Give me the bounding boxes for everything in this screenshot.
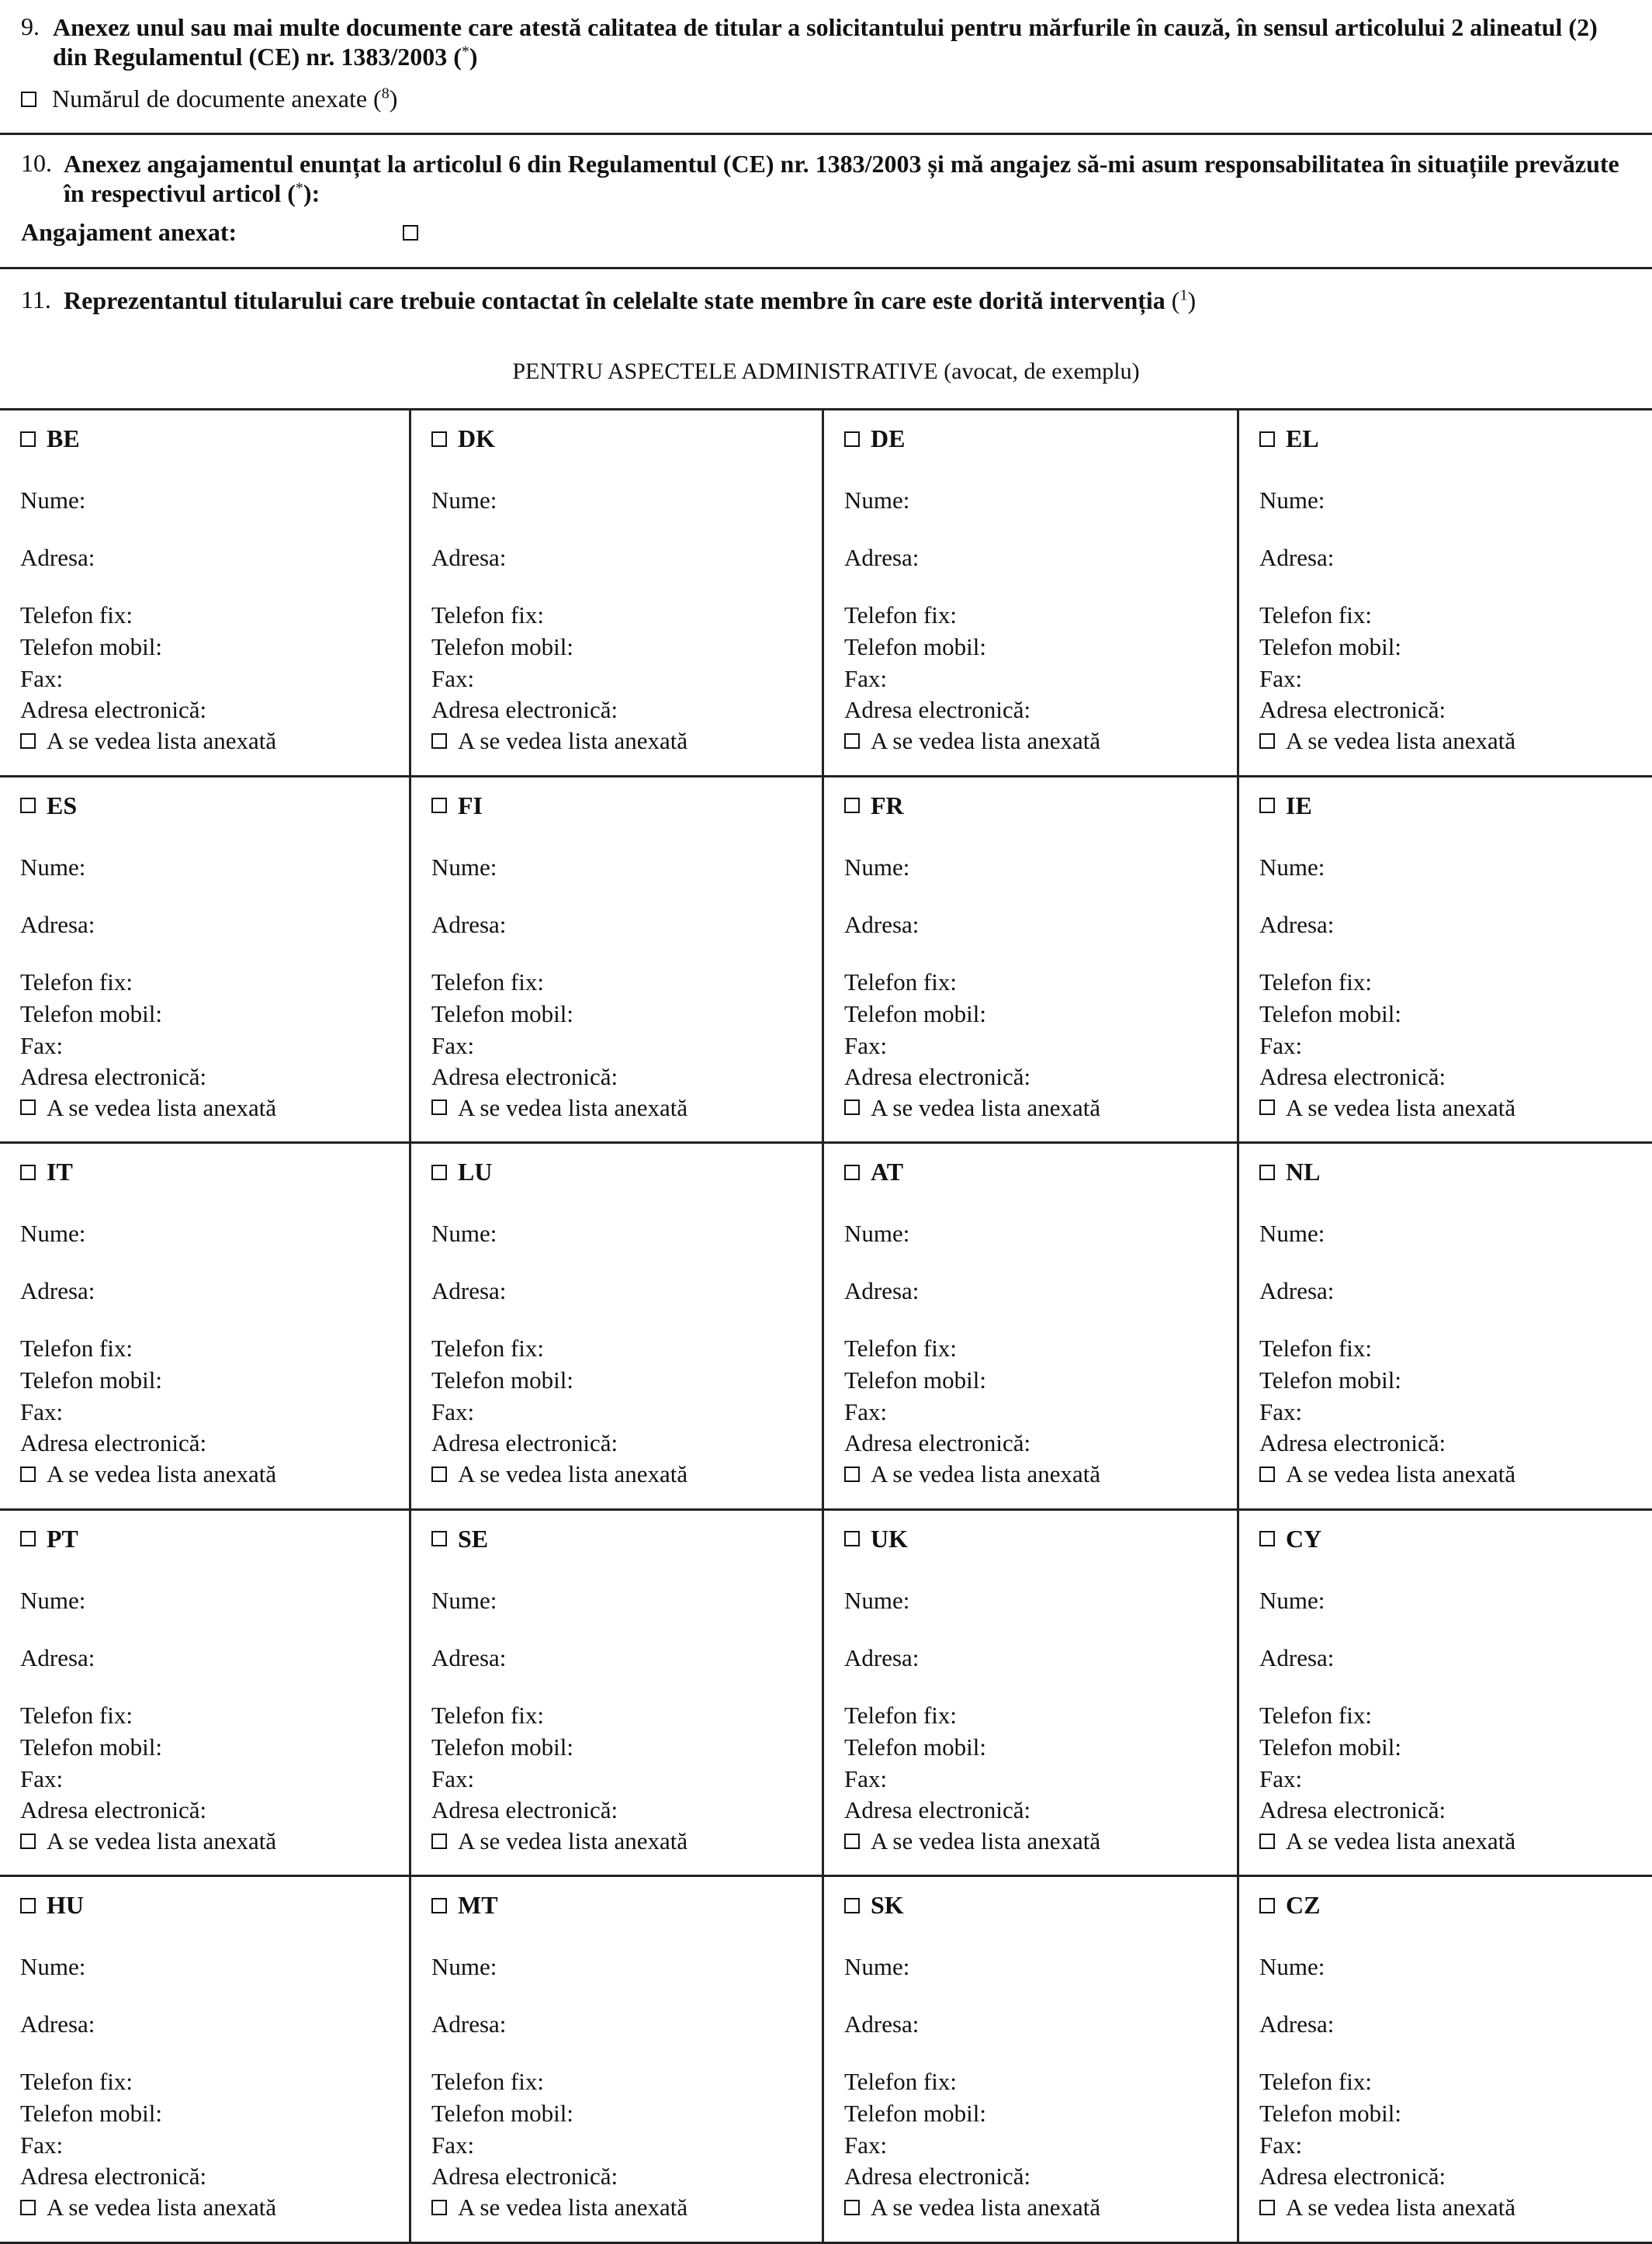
country-checkbox[interactable] [20, 798, 36, 813]
see-list-label: A se vedea lista anexată [47, 1460, 277, 1488]
country-checkbox[interactable] [844, 1531, 860, 1546]
field-mobile-label: Telefon mobil: [431, 999, 573, 1027]
field-fax-label: Fax: [844, 2131, 888, 2159]
country-code: ES [47, 791, 78, 819]
country-code: FR [871, 791, 904, 819]
field-address-label: Adresa: [1259, 1643, 1335, 1671]
country-checkbox[interactable] [1259, 1898, 1275, 1913]
country-header [431, 791, 483, 820]
country-code: DK [458, 424, 495, 452]
see-list-checkbox[interactable] [431, 1834, 447, 1849]
field-address-label: Adresa: [20, 1277, 95, 1305]
section-9-text-line1: Anexez unul sau mai multe documente care atestă calitatea de titular a solicitantului pentru mărfurile în cauză, în sensul articolului 2 alineatul (2) [53, 13, 1598, 41]
see-list-label: A se vedea lista anexată [1286, 727, 1516, 754]
see-list-label: A se vedea lista anexată [47, 1827, 277, 1854]
field-email-label: Adresa electronică: [20, 2163, 207, 2190]
field-mobile-label: Telefon mobil: [20, 1366, 162, 1394]
see-annexed-list [431, 727, 687, 755]
country-header [1259, 791, 1312, 820]
see-list-label: A se vedea lista anexată [458, 1093, 688, 1121]
country-cell-uk [824, 1511, 1239, 1878]
country-header [431, 1525, 488, 1553]
country-cell-it [0, 1144, 411, 1511]
country-code: IT [47, 1158, 73, 1186]
see-annexed-list [20, 2194, 276, 2221]
field-fax-label: Fax: [20, 1398, 64, 1426]
section-10-text-line2: în respectivul articol ( [64, 179, 296, 207]
country-code: LU [458, 1158, 493, 1186]
field-phone-label: Telefon fix: [20, 2068, 133, 2096]
country-checkbox[interactable] [431, 798, 447, 813]
field-email-label: Adresa electronică: [431, 1062, 618, 1090]
see-list-label: A se vedea lista anexată [458, 2194, 688, 2221]
field-email-label: Adresa electronică: [20, 1796, 207, 1823]
country-header [844, 424, 905, 453]
field-mobile-label: Telefon mobil: [431, 1733, 573, 1761]
field-address-label: Adresa: [20, 2010, 95, 2038]
country-checkbox[interactable] [844, 798, 860, 813]
see-annexed-list [20, 727, 276, 755]
field-address-label: Adresa: [431, 2010, 507, 2038]
country-cell-mt [411, 1877, 824, 2244]
field-mobile-label: Telefon mobil: [844, 999, 986, 1027]
divider-1 [0, 133, 1652, 135]
field-address-label: Adresa: [431, 910, 507, 938]
country-header [20, 424, 80, 453]
country-code: HU [47, 1891, 84, 1920]
country-code: NL [1286, 1158, 1321, 1186]
field-phone-label: Telefon fix: [1259, 2068, 1373, 2096]
see-list-checkbox[interactable] [20, 1099, 36, 1115]
field-name-label: Nume: [844, 487, 910, 514]
field-fax-label: Fax: [431, 1764, 475, 1792]
field-mobile-label: Telefon mobil: [844, 1366, 986, 1394]
field-name-label: Nume: [1259, 1220, 1325, 1248]
section-11-footnote: 1 [1179, 286, 1188, 304]
field-fax-label: Fax: [1259, 1398, 1303, 1426]
section-9-documents-row [21, 84, 397, 113]
field-name-label: Nume: [844, 1953, 910, 1981]
field-address-label: Adresa: [844, 2010, 920, 2038]
field-fax-label: Fax: [1259, 2131, 1303, 2159]
field-mobile-label: Telefon mobil: [20, 999, 162, 1027]
field-phone-label: Telefon fix: [431, 1335, 545, 1363]
country-cell-at [824, 1144, 1239, 1511]
country-header [20, 1158, 73, 1186]
see-list-checkbox[interactable] [431, 1467, 447, 1482]
country-header [844, 791, 904, 820]
section-9-number: 9. [21, 12, 40, 40]
see-list-label: A se vedea lista anexată [871, 1093, 1101, 1121]
country-cell-de [824, 410, 1239, 777]
field-fax-label: Fax: [431, 2131, 475, 2159]
country-code: DE [871, 424, 906, 452]
administrative-subtitle: PENTRU ASPECTELE ADMINISTRATIVE (avocat, de exemplu) [512, 358, 1140, 384]
field-email-label: Adresa electronică: [1259, 1062, 1446, 1090]
field-address-label: Adresa: [844, 544, 920, 571]
country-cell-cy [1239, 1511, 1652, 1878]
field-email-label: Adresa electronică: [844, 1429, 1031, 1457]
see-list-label: A se vedea lista anexată [47, 727, 277, 754]
see-annexed-list [1259, 1827, 1515, 1855]
field-mobile-label: Telefon mobil: [431, 633, 573, 660]
field-address-label: Adresa: [20, 1643, 95, 1671]
country-code: BE [47, 424, 80, 452]
field-email-label: Adresa electronică: [844, 1796, 1031, 1823]
country-code: SK [871, 1891, 904, 1920]
field-name-label: Nume: [20, 1586, 86, 1614]
field-email-label: Adresa electronică: [431, 696, 618, 723]
field-fax-label: Fax: [20, 665, 64, 692]
field-phone-label: Telefon fix: [844, 601, 958, 629]
see-list-checkbox[interactable] [431, 2200, 447, 2215]
see-annexed-list [20, 1460, 276, 1488]
section-10-close: ): [303, 179, 320, 207]
country-checkbox[interactable] [431, 1165, 447, 1180]
see-annexed-list [1259, 727, 1515, 755]
field-phone-label: Telefon fix: [431, 2068, 545, 2096]
see-list-label: A se vedea lista anexată [871, 727, 1101, 754]
field-name-label: Nume: [1259, 1953, 1325, 1981]
country-cell-es [0, 777, 411, 1145]
documents-attached-footnote: 8 [381, 85, 390, 102]
field-mobile-label: Telefon mobil: [20, 1733, 162, 1761]
field-address-label: Adresa: [844, 910, 920, 938]
field-address-label: Adresa: [431, 1277, 507, 1305]
field-email-label: Adresa electronică: [844, 696, 1031, 723]
field-mobile-label: Telefon mobil: [1259, 1733, 1401, 1761]
field-name-label: Nume: [431, 1953, 497, 1981]
divider-2 [0, 267, 1652, 269]
country-cell-fi [411, 777, 824, 1145]
field-phone-label: Telefon fix: [431, 1701, 545, 1729]
field-email-label: Adresa electronică: [1259, 2163, 1446, 2190]
field-fax-label: Fax: [844, 665, 888, 692]
country-header [431, 1158, 492, 1186]
country-code: FI [458, 791, 483, 819]
field-name-label: Nume: [431, 1586, 497, 1614]
see-list-label: A se vedea lista anexată [47, 2194, 277, 2221]
section-9-text-line2: din Regulamentul (CE) nr. 1383/2003 ( [53, 43, 462, 71]
see-annexed-list [1259, 2194, 1515, 2221]
see-list-checkbox[interactable] [844, 1834, 860, 1849]
field-fax-label: Fax: [20, 1764, 64, 1792]
field-mobile-label: Telefon mobil: [431, 2100, 573, 2128]
country-checkbox[interactable] [1259, 798, 1275, 813]
country-cell-dk [411, 410, 824, 777]
see-annexed-list [844, 1094, 1100, 1122]
field-phone-label: Telefon fix: [1259, 1701, 1373, 1729]
country-checkbox[interactable] [844, 431, 860, 447]
see-list-label: A se vedea lista anexată [1286, 1093, 1516, 1121]
representatives-grid [0, 408, 1652, 2244]
field-email-label: Adresa electronică: [431, 2163, 618, 2190]
field-name-label: Nume: [20, 487, 86, 514]
see-list-checkbox[interactable] [20, 1467, 36, 1482]
country-header [1259, 1525, 1321, 1553]
see-list-label: A se vedea lista anexată [1286, 1460, 1516, 1488]
country-header [1259, 1891, 1320, 1920]
field-fax-label: Fax: [431, 1398, 475, 1426]
country-checkbox[interactable] [20, 1531, 36, 1546]
field-phone-label: Telefon fix: [20, 1701, 133, 1729]
field-name-label: Nume: [844, 1586, 910, 1614]
country-header [20, 791, 77, 820]
field-address-label: Adresa: [844, 1277, 920, 1305]
see-list-checkbox[interactable] [20, 733, 36, 749]
country-code: AT [871, 1158, 904, 1186]
documents-attached-close: ) [389, 85, 398, 113]
see-annexed-list [431, 1094, 687, 1122]
field-name-label: Nume: [1259, 853, 1325, 881]
country-code: MT [458, 1891, 498, 1920]
country-header [844, 1891, 904, 1920]
see-list-label: A se vedea lista anexată [1286, 2194, 1516, 2221]
country-checkbox[interactable] [20, 431, 36, 447]
section-10-text [64, 149, 1647, 208]
see-list-checkbox[interactable] [431, 1099, 447, 1115]
section-10-number: 10. [21, 149, 52, 177]
country-code: SE [458, 1524, 489, 1553]
see-list-checkbox[interactable] [1259, 1467, 1275, 1482]
country-checkbox[interactable] [431, 1898, 447, 1913]
field-mobile-label: Telefon mobil: [1259, 633, 1401, 660]
country-checkbox[interactable] [1259, 1531, 1275, 1546]
field-email-label: Adresa electronică: [20, 696, 207, 723]
field-phone-label: Telefon fix: [20, 968, 133, 996]
field-email-label: Adresa electronică: [1259, 1429, 1446, 1457]
country-cell-cz [1239, 1877, 1652, 2244]
field-fax-label: Fax: [844, 1031, 888, 1059]
see-annexed-list [20, 1827, 276, 1855]
country-checkbox[interactable] [1259, 431, 1275, 447]
field-fax-label: Fax: [844, 1764, 888, 1792]
section-9-text [53, 12, 1643, 71]
field-name-label: Nume: [431, 487, 497, 514]
see-list-checkbox[interactable] [844, 2200, 860, 2215]
see-list-checkbox[interactable] [844, 1467, 860, 1482]
see-list-label: A se vedea lista anexată [458, 1827, 688, 1854]
country-checkbox[interactable] [431, 431, 447, 447]
field-address-label: Adresa: [431, 544, 507, 571]
country-cell-be [0, 410, 411, 777]
country-checkbox[interactable] [844, 1165, 860, 1180]
field-address-label: Adresa: [1259, 2010, 1335, 2038]
see-list-label: A se vedea lista anexată [47, 1093, 277, 1121]
see-list-checkbox[interactable] [20, 1834, 36, 1849]
see-list-checkbox[interactable] [1259, 733, 1275, 749]
field-name-label: Nume: [1259, 1586, 1325, 1614]
field-email-label: Adresa electronică: [431, 1796, 618, 1823]
field-phone-label: Telefon fix: [431, 601, 545, 629]
country-checkbox[interactable] [1259, 1165, 1275, 1180]
field-name-label: Nume: [431, 1220, 497, 1248]
field-address-label: Adresa: [1259, 910, 1335, 938]
field-email-label: Adresa electronică: [431, 1429, 618, 1457]
see-list-label: A se vedea lista anexată [458, 727, 688, 754]
country-code: UK [871, 1524, 908, 1553]
see-list-checkbox[interactable] [1259, 1099, 1275, 1115]
see-list-label: A se vedea lista anexată [871, 1827, 1101, 1854]
see-annexed-list [431, 2194, 687, 2221]
see-annexed-list [844, 727, 1100, 755]
field-name-label: Nume: [20, 853, 86, 881]
country-cell-lu [411, 1144, 824, 1511]
section-11-title: Reprezentantul titularului care trebuie contactat în celelalte state membre în care este dorită intervenția [64, 286, 1165, 314]
see-list-checkbox[interactable] [1259, 1834, 1275, 1849]
section-11-fn-close: ) [1187, 286, 1197, 314]
country-cell-ie [1239, 777, 1652, 1145]
section-11-fn-open: ( [1171, 286, 1180, 314]
country-cell-se [411, 1511, 824, 1878]
see-list-checkbox[interactable] [844, 1099, 860, 1115]
commitment-attached-label: Angajament anexat: [21, 218, 237, 246]
field-mobile-label: Telefon mobil: [1259, 2100, 1401, 2128]
section-9-footnote: * [461, 43, 469, 61]
field-address-label: Adresa: [20, 544, 95, 571]
field-email-label: Adresa electronică: [1259, 1796, 1446, 1823]
field-address-label: Adresa: [431, 1643, 507, 1671]
section-10-footnote: * [295, 179, 303, 197]
field-phone-label: Telefon fix: [844, 1335, 958, 1363]
field-name-label: Nume: [1259, 487, 1325, 514]
field-mobile-label: Telefon mobil: [20, 633, 162, 660]
commitment-attached-checkbox[interactable] [403, 225, 418, 241]
country-header [20, 1525, 78, 1553]
field-name-label: Nume: [844, 1220, 910, 1248]
see-annexed-list [431, 1827, 687, 1855]
country-header [431, 1891, 498, 1920]
country-header [844, 1525, 908, 1553]
country-cell-hu [0, 1877, 411, 2244]
see-list-label: A se vedea lista anexată [871, 2194, 1101, 2221]
field-email-label: Adresa electronică: [1259, 696, 1446, 723]
field-name-label: Nume: [20, 1953, 86, 1981]
field-email-label: Adresa electronică: [844, 1062, 1031, 1090]
field-phone-label: Telefon fix: [431, 968, 545, 996]
see-annexed-list [844, 1827, 1100, 1855]
see-list-label: A se vedea lista anexată [1286, 1827, 1516, 1854]
see-list-checkbox[interactable] [1259, 2200, 1275, 2215]
field-phone-label: Telefon fix: [20, 601, 133, 629]
field-mobile-label: Telefon mobil: [20, 2100, 162, 2128]
field-address-label: Adresa: [1259, 1277, 1335, 1305]
field-name-label: Nume: [844, 853, 910, 881]
see-list-checkbox[interactable] [20, 2200, 36, 2215]
field-fax-label: Fax: [1259, 665, 1303, 692]
country-header [1259, 424, 1319, 453]
field-mobile-label: Telefon mobil: [844, 633, 986, 660]
see-annexed-list [844, 2194, 1100, 2221]
country-code: PT [47, 1524, 78, 1553]
field-mobile-label: Telefon mobil: [844, 1733, 986, 1761]
country-checkbox[interactable] [20, 1165, 36, 1180]
field-phone-label: Telefon fix: [844, 2068, 958, 2096]
country-checkbox[interactable] [431, 1531, 447, 1546]
country-code: IE [1286, 791, 1312, 819]
field-fax-label: Fax: [431, 665, 475, 692]
country-header [844, 1158, 903, 1186]
country-code: CZ [1286, 1891, 1321, 1920]
field-mobile-label: Telefon mobil: [1259, 1366, 1401, 1394]
field-phone-label: Telefon fix: [844, 1701, 958, 1729]
country-checkbox[interactable] [844, 1898, 860, 1913]
section-9-close: ) [469, 43, 478, 71]
field-mobile-label: Telefon mobil: [1259, 999, 1401, 1027]
see-annexed-list [20, 1094, 276, 1122]
field-fax-label: Fax: [1259, 1764, 1303, 1792]
section-10-text-line1: Anexez angajamentul enunțat la articolul 6 din Regulamentul (CE) nr. 1383/2003 și mă angajez să-mi asum responsabilitatea în situațiile prevăzute [64, 150, 1619, 178]
field-name-label: Nume: [431, 853, 497, 881]
field-address-label: Adresa: [20, 910, 95, 938]
country-cell-nl [1239, 1144, 1652, 1511]
documents-attached-checkbox[interactable] [21, 92, 36, 107]
field-mobile-label: Telefon mobil: [431, 1366, 573, 1394]
field-fax-label: Fax: [20, 2131, 64, 2159]
section-11-number: 11. [21, 286, 51, 313]
country-header [20, 1891, 84, 1920]
see-annexed-list [1259, 1460, 1515, 1488]
country-cell-sk [824, 1877, 1239, 2244]
field-phone-label: Telefon fix: [1259, 1335, 1373, 1363]
field-fax-label: Fax: [431, 1031, 475, 1059]
field-name-label: Nume: [20, 1220, 86, 1248]
field-fax-label: Fax: [844, 1398, 888, 1426]
see-list-checkbox[interactable] [431, 733, 447, 749]
field-email-label: Adresa electronică: [20, 1429, 207, 1457]
country-cell-fr [824, 777, 1239, 1145]
field-phone-label: Telefon fix: [844, 968, 958, 996]
country-header [431, 424, 495, 453]
field-email-label: Adresa electronică: [844, 2163, 1031, 2190]
field-phone-label: Telefon fix: [1259, 968, 1373, 996]
see-list-label: A se vedea lista anexată [458, 1460, 688, 1488]
field-email-label: Adresa electronică: [20, 1062, 207, 1090]
field-phone-label: Telefon fix: [1259, 601, 1373, 629]
see-annexed-list [431, 1460, 687, 1488]
country-header [1259, 1158, 1320, 1186]
country-code: CY [1286, 1524, 1322, 1553]
section-11-text [64, 286, 1196, 315]
field-address-label: Adresa: [1259, 544, 1335, 571]
country-cell-pt [0, 1511, 411, 1878]
field-fax-label: Fax: [1259, 1031, 1303, 1059]
country-cell-el [1239, 410, 1652, 777]
country-checkbox[interactable] [20, 1898, 36, 1913]
field-fax-label: Fax: [20, 1031, 64, 1059]
see-annexed-list [1259, 1094, 1515, 1122]
see-list-checkbox[interactable] [844, 733, 860, 749]
field-phone-label: Telefon fix: [20, 1335, 133, 1363]
see-list-label: A se vedea lista anexată [871, 1460, 1101, 1488]
field-mobile-label: Telefon mobil: [844, 2100, 986, 2128]
country-code: EL [1286, 424, 1319, 452]
field-address-label: Adresa: [844, 1643, 920, 1671]
documents-attached-label: Numărul de documente anexate ( [52, 85, 382, 113]
see-annexed-list [844, 1460, 1100, 1488]
